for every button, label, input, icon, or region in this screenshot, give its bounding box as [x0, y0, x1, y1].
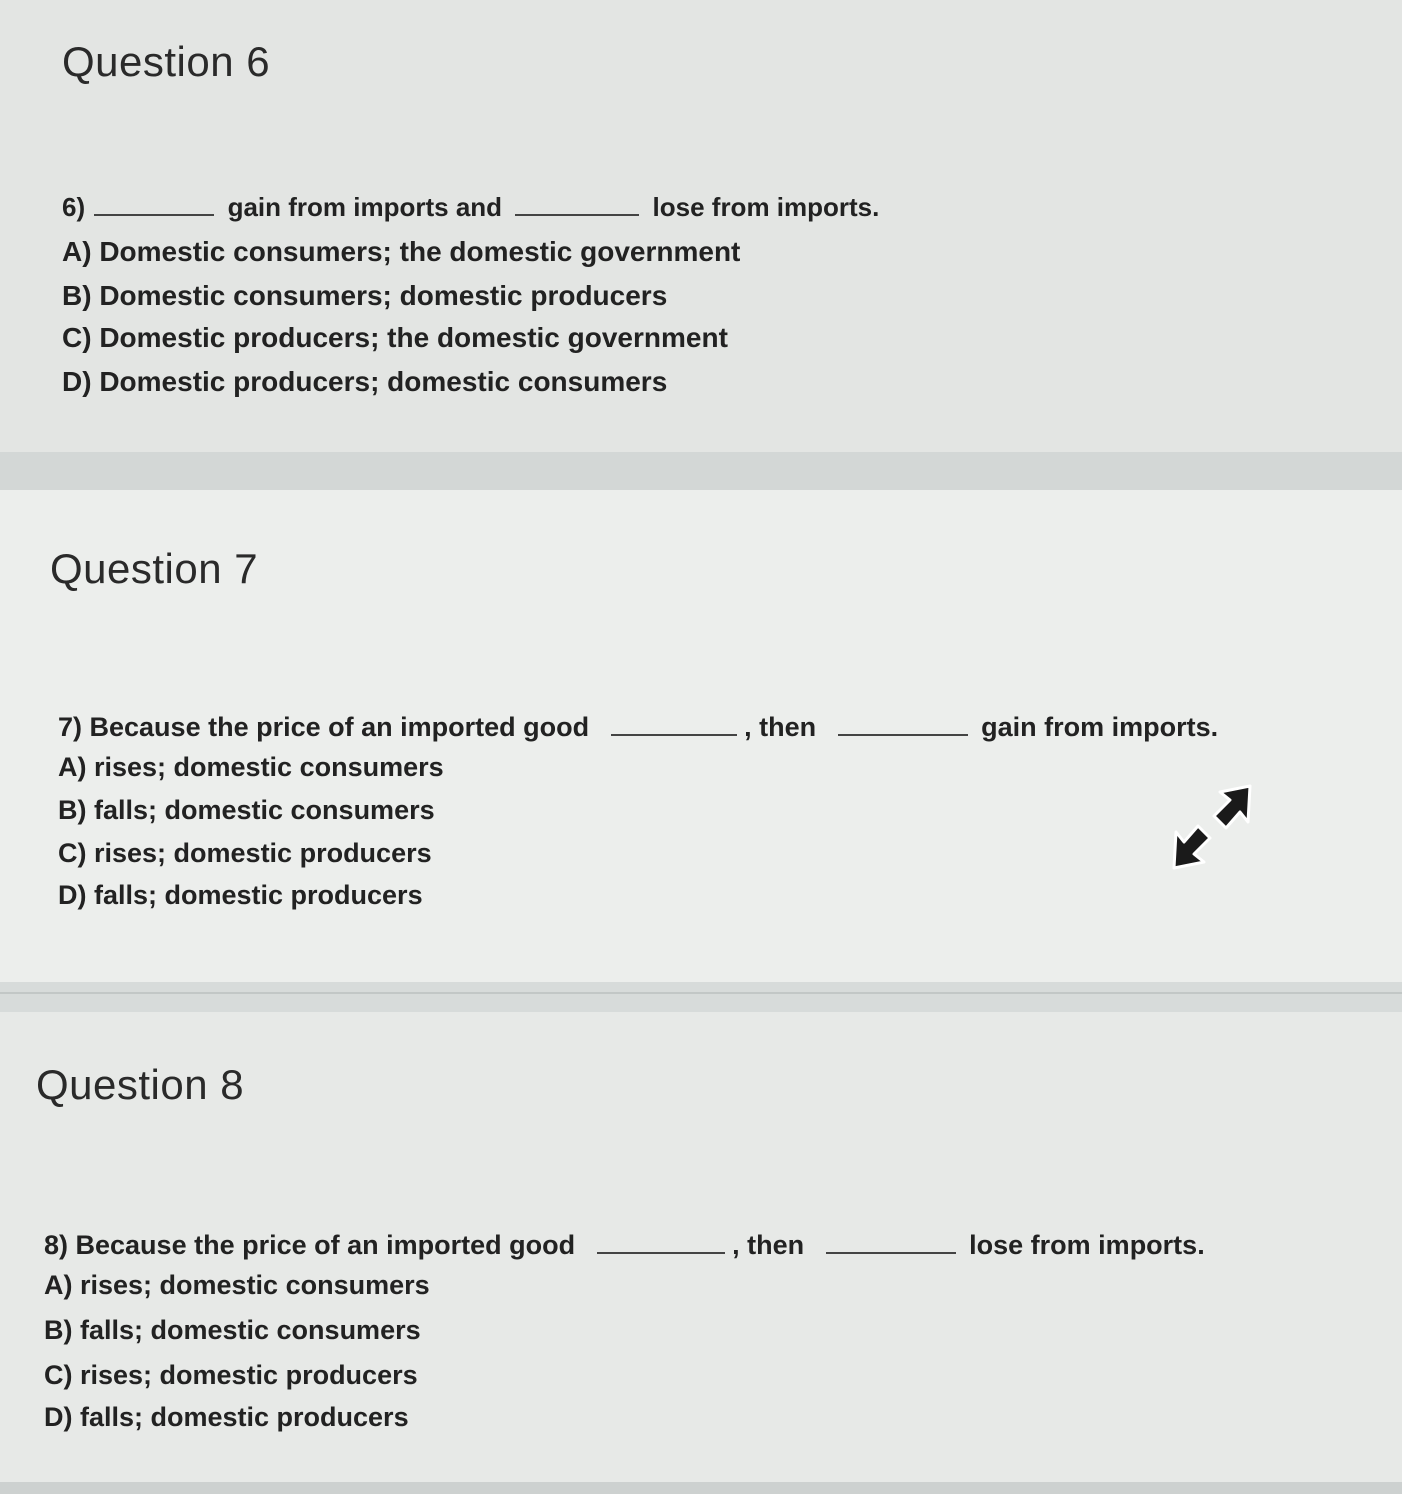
- question-card-6: [0, 0, 1402, 452]
- answer-blank: [826, 1230, 956, 1254]
- question-divider: [0, 982, 1402, 1012]
- answer-choice-c[interactable]: C) Domestic producers; the domestic government: [62, 322, 728, 353]
- answer-blank: [515, 192, 639, 216]
- stem-text: , then: [744, 712, 817, 742]
- answer-choice-c[interactable]: C) rises; domestic producers: [58, 838, 432, 868]
- answer-choice-d[interactable]: D) falls; domestic producers: [58, 880, 423, 910]
- answer-blank: [611, 712, 737, 736]
- question-number: 6): [62, 192, 86, 222]
- question-card-7: [0, 490, 1402, 982]
- answer-blank: [94, 192, 214, 216]
- stem-text: gain from imports and: [227, 192, 503, 222]
- answer-choice-a[interactable]: A) Domestic consumers; the domestic government: [62, 236, 741, 267]
- stem-text: lose from imports.: [969, 1230, 1205, 1260]
- stem-text: lose from imports.: [652, 192, 880, 222]
- stem-text: 8) Because the price of an imported good: [44, 1230, 576, 1260]
- question-stem: [58, 712, 1224, 743]
- question-stem: [44, 1230, 1211, 1261]
- answer-blank: [597, 1230, 725, 1254]
- answer-choice-b[interactable]: B) Domestic consumers; domestic producers: [62, 280, 668, 311]
- answer-choice-d[interactable]: D) falls; domestic producers: [44, 1402, 409, 1432]
- stem-text: , then: [732, 1230, 805, 1260]
- answer-choice-d[interactable]: D) Domestic producers; domestic consumers: [62, 366, 668, 397]
- answer-choice-a[interactable]: A) rises; domestic consumers: [58, 752, 444, 782]
- question-heading: Question 6: [62, 38, 271, 85]
- question-heading: Question 8: [36, 1061, 245, 1108]
- answer-choice-c[interactable]: C) rises; domestic producers: [44, 1360, 418, 1390]
- diagonal-resize-cursor-icon: [1168, 782, 1258, 872]
- stem-text: gain from imports.: [981, 712, 1219, 742]
- answer-choice-b[interactable]: B) falls; domestic consumers: [44, 1315, 421, 1345]
- question-divider: [0, 452, 1402, 490]
- question-card-8: [0, 1012, 1402, 1482]
- question-heading: Question 7: [50, 545, 259, 592]
- answer-choice-a[interactable]: A) rises; domestic consumers: [44, 1270, 430, 1300]
- question-stem: [62, 192, 885, 223]
- page-bottom-edge: [0, 1482, 1402, 1494]
- answer-blank: [838, 712, 968, 736]
- answer-choice-b[interactable]: B) falls; domestic consumers: [58, 795, 435, 825]
- stem-text: 7) Because the price of an imported good: [58, 712, 590, 742]
